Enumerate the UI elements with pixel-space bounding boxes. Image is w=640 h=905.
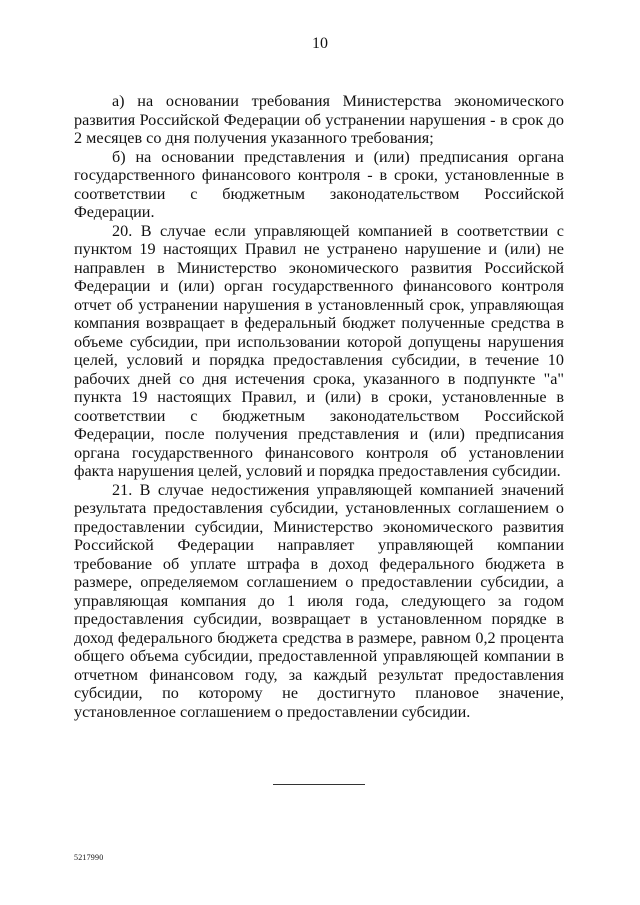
document-code: 5217990 bbox=[74, 853, 104, 862]
paragraph-clause-21: 21. В случае недостижения управляющей компанией значений результата предоставления субсидии, установленных соглашением о предоставлении субсидии, Министерство экономического развития Российской Федерации направляет управляющей компании требование об уплате штрафа в доход федерального бюджета в размере, определяемом соглашением о предоставлении субсидии, а управляющая компания до 1 июля года, следующего за годом предоставления субсидии, возвращает в установленном порядке в доход федерального бюджета средства в размере, равном 0,2 процента общего объема субсидии, предоставленной управляющей компании в отчетном финансовом году, за каждый результат предоставления субсидии, по которому не достигнуто плановое значение, установленное соглашением о предоставлении субсидии. bbox=[74, 480, 564, 721]
document-body bbox=[74, 92, 564, 721]
end-divider bbox=[273, 784, 365, 785]
paragraph-subpoint-b: б) на основании представления и (или) предписания органа государственного финансового контроля - в сроки, установленные в соответствии с бюджетным законодательством Российской Федерации. bbox=[74, 147, 564, 221]
paragraph-subpoint-a: а) на основании требования Министерства экономического развития Российской Федерации об устранении нарушения - в срок до 2 месяцев со дня получения указанного требования; bbox=[74, 92, 564, 147]
page-number: 10 bbox=[312, 35, 328, 52]
paragraph-clause-20: 20. В случае если управляющей компанией в соответствии с пунктом 19 настоящих Правил не устранено нарушение и (или) не направлен в Министерство экономического развития Российской Федерации и (или) орган государственного финансового контроля отчет об устранении нарушения в установленный срок, управляющая компания возвращает в федеральный бюджет полученные средства в объеме субсидии, при использовании которой допущены нарушения целей, условий и порядка предоставления субсидии, в течение 10 рабочих дней со дня истечения срока, указанного в подпункте "а" пункта 19 настоящих Правил, и (или) в сроки, установленные в соответствии с бюджетным законодательством Российской Федерации, после получения представления и (или) предписания органа государственного финансового контроля об установлении факта нарушения целей, условий и порядка предоставления субсидии. bbox=[74, 221, 564, 480]
